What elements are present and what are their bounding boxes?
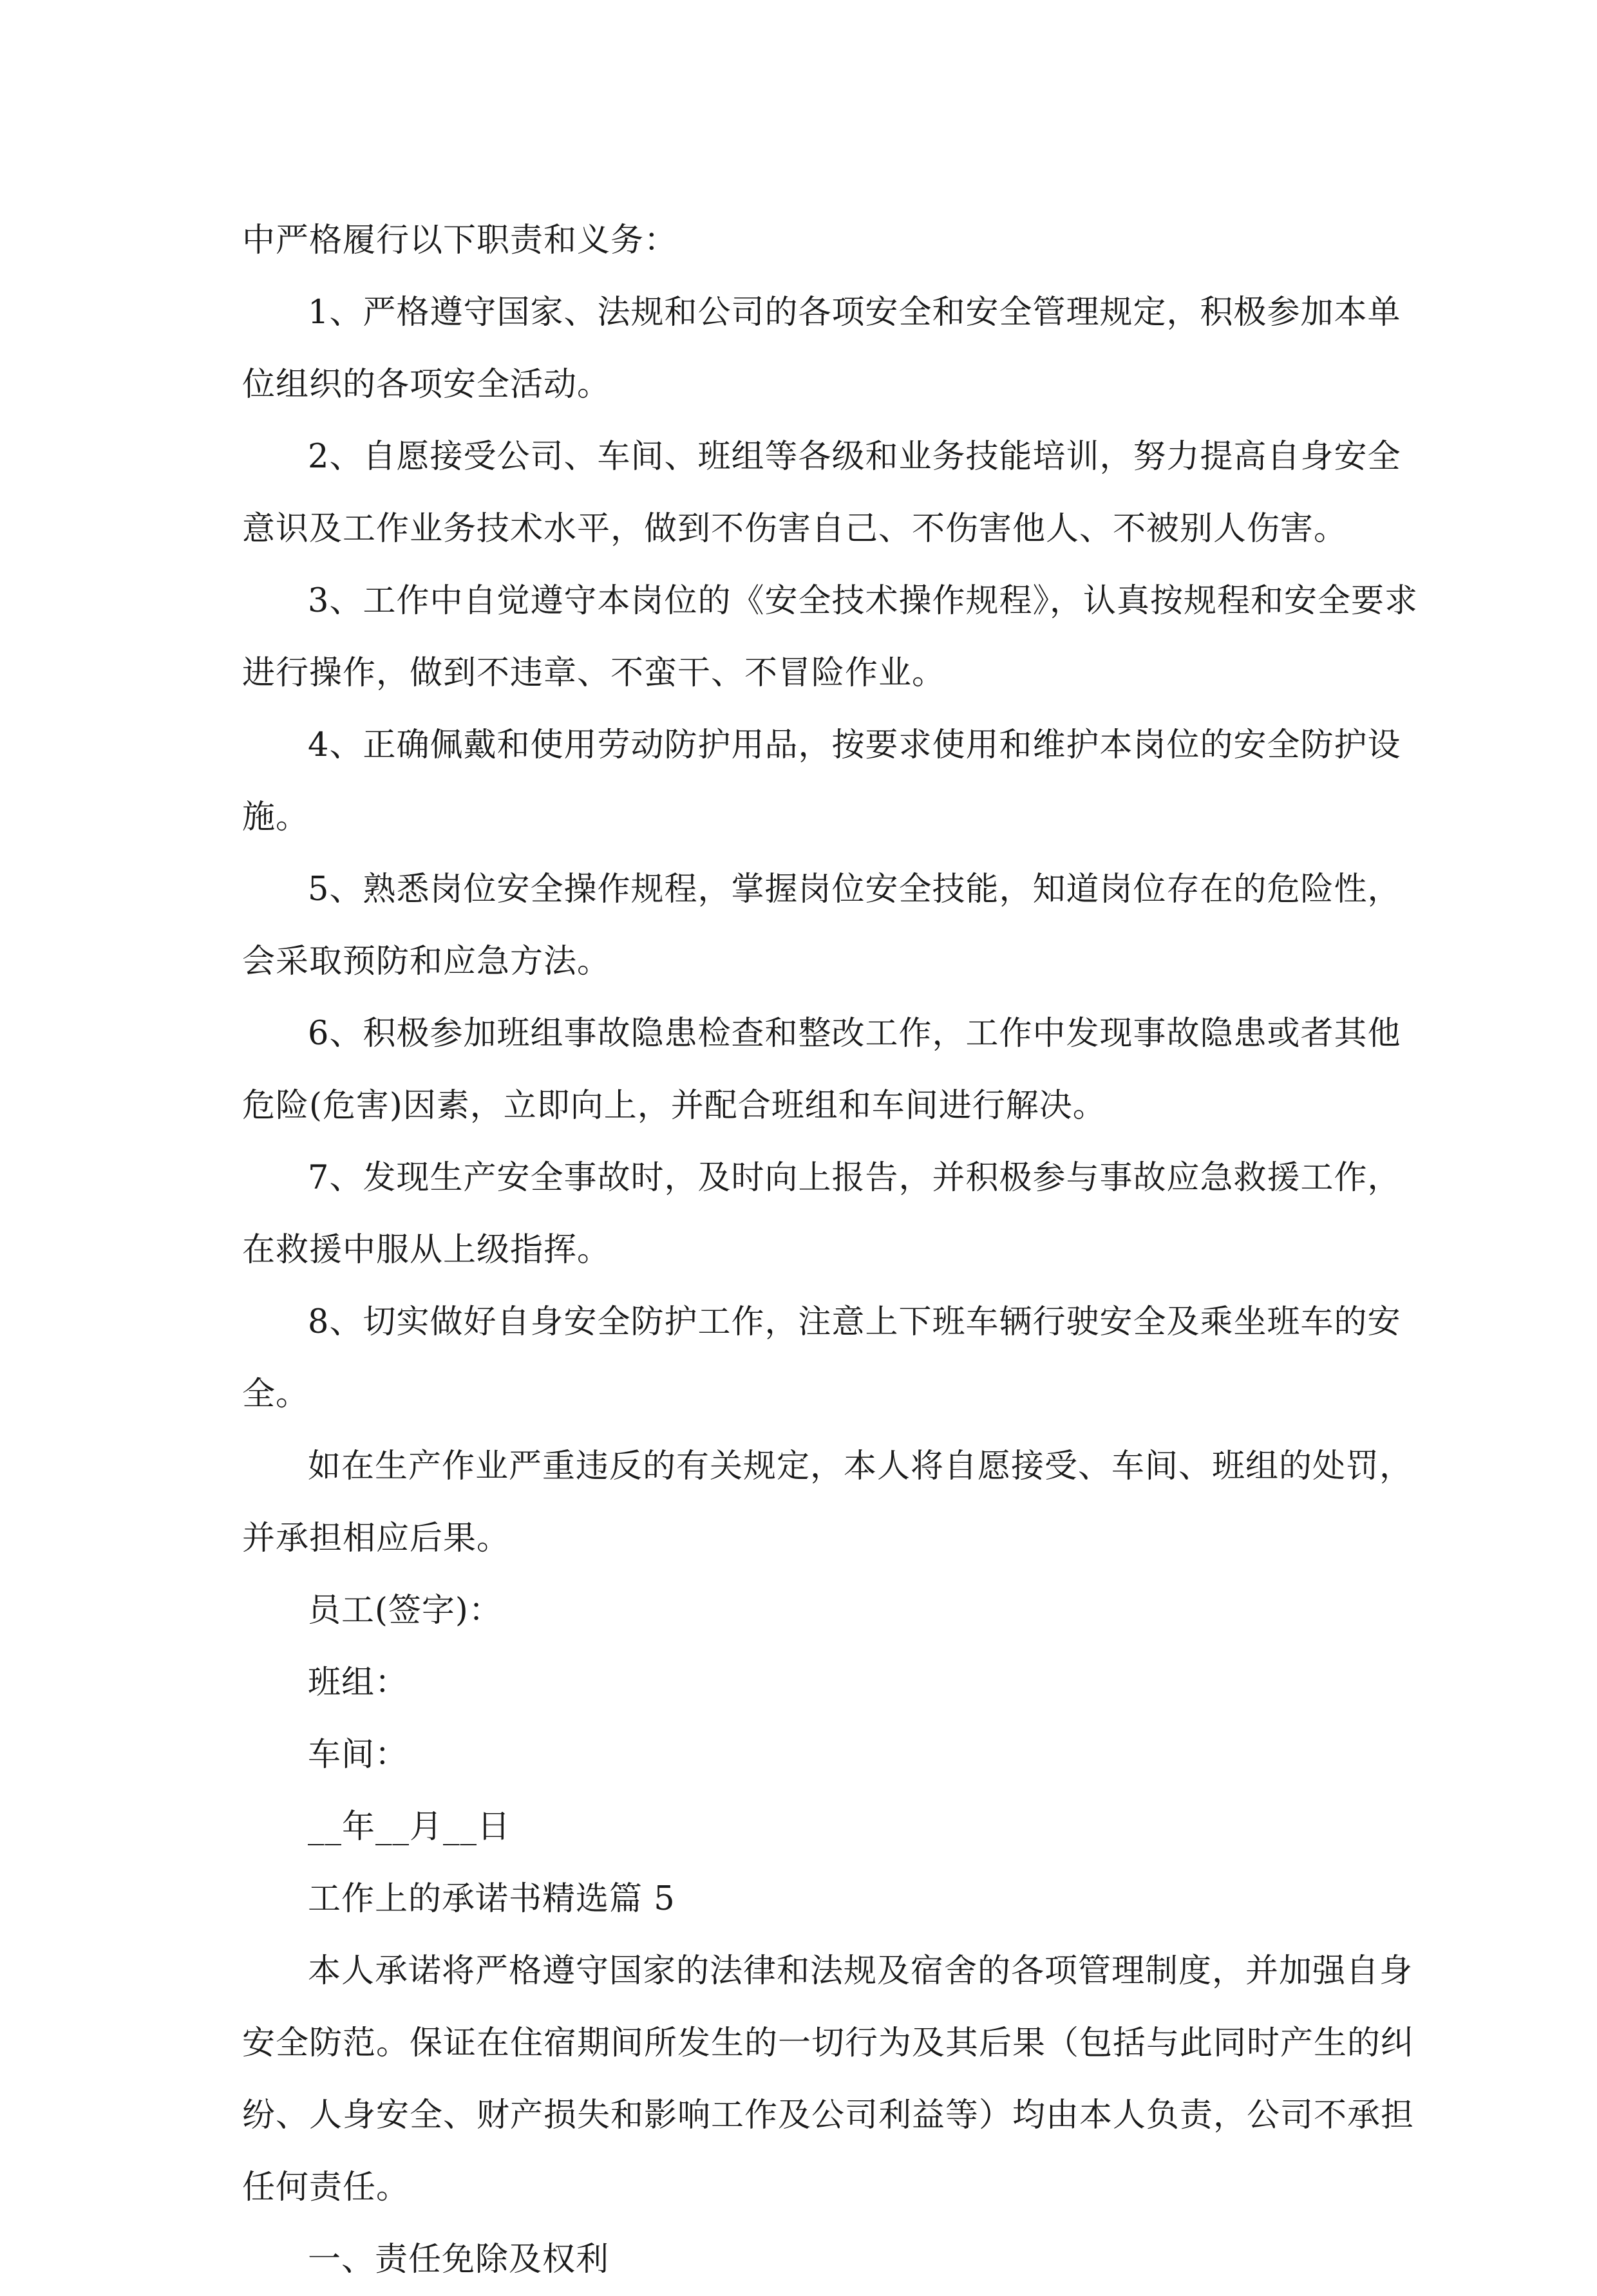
text-line: 7、发现生产安全事故时，及时向上报告，并积极参与事故应急救援工作， — [308, 1159, 1401, 1197]
text-line: 施。 — [242, 798, 310, 836]
text-line: 8、切实做好自身安全防护工作，注意上下班车辆行驶安全及乘坐班车的安 — [308, 1303, 1401, 1341]
text-line: 安全防范。保证在住宿期间所发生的一切行为及其后果（包括与此同时产生的纠 — [242, 2024, 1415, 2062]
text-line: 如在生产作业严重违反的有关规定，本人将自愿接受、车间、班组的处罚， — [308, 1447, 1413, 1485]
text-line: 并承担相应后果。 — [242, 1520, 511, 1557]
text-line: 3、工作中自觉遵守本岗位的《安全技术操作规程》，认真按规程和安全要求 — [308, 582, 1418, 620]
text-line: 班组： — [308, 1664, 409, 1702]
text-line: 中严格履行以下职责和义务： — [242, 221, 678, 259]
text-line: 在救援中服从上级指挥。 — [242, 1231, 611, 1269]
text-line: 位组织的各项安全活动。 — [242, 366, 611, 404]
text-line: 员工(签字)： — [308, 1592, 502, 1630]
text-line: 危险(危害)因素，立即向上，并配合班组和车间进行解决。 — [242, 1087, 1106, 1125]
text-line: 车间： — [308, 1736, 409, 1774]
text-line: 工作上的承诺书精选篇 5 — [308, 1880, 676, 1918]
text-line: 6、积极参加班组事故隐患检查和整改工作，工作中发现事故隐患或者其他 — [308, 1015, 1401, 1053]
text-line: 4、正确佩戴和使用劳动防护用品，按要求使用和维护本岗位的安全防护设 — [308, 726, 1401, 764]
text-line: 进行操作，做到不违章、不蛮干、不冒险作业。 — [242, 654, 946, 692]
text-line: 1、严格遵守国家、法规和公司的各项安全和安全管理规定，积极参加本单 — [308, 294, 1401, 332]
text-line: 纷、人身安全、财产损失和影响工作及公司利益等）均由本人负责，公司不承担 — [242, 2096, 1415, 2134]
text-line: __年__月__日 — [308, 1808, 511, 1846]
text-line: 任何责任。 — [242, 2169, 410, 2207]
text-line: 全。 — [242, 1375, 310, 1413]
text-line: 会采取预防和应急方法。 — [242, 943, 611, 981]
text-line: 一、责任免除及权利 — [308, 2241, 610, 2279]
text-line: 5、熟悉岗位安全操作规程，掌握岗位安全技能，知道岗位存在的危险性， — [308, 870, 1401, 908]
text-line: 意识及工作业务技术水平，做到不伤害自己、不伤害他人、不被别人伤害。 — [242, 510, 1348, 548]
text-line: 本人承诺将严格遵守国家的法律和法规及宿舍的各项管理制度，并加强自身 — [308, 1952, 1413, 1990]
document-body — [242, 205, 1418, 2296]
text-line: 2、自愿接受公司、车间、班组等各级和业务技能培训，努力提高自身安全 — [308, 438, 1401, 476]
